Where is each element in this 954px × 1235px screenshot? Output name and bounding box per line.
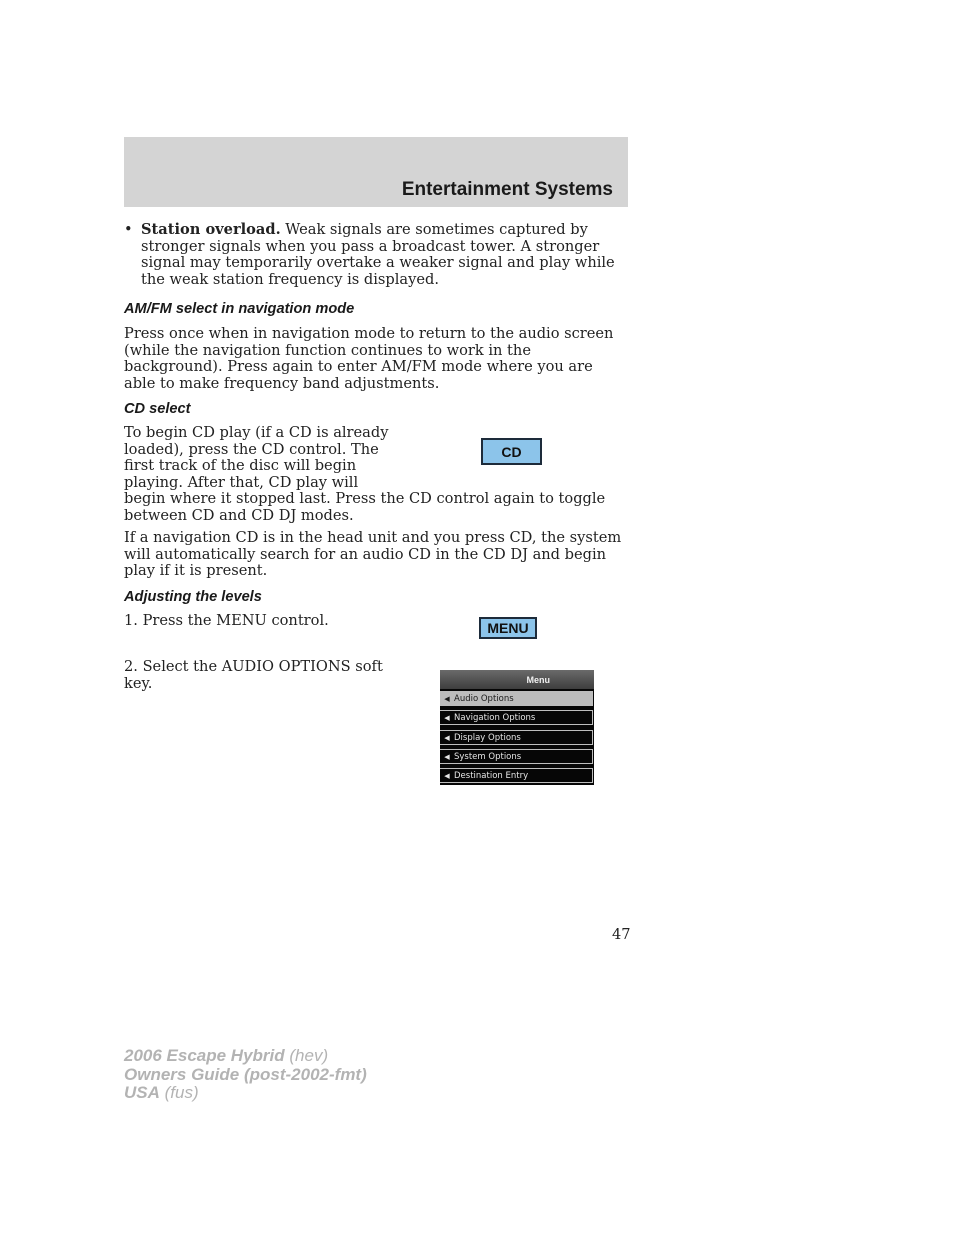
section-header-band <box>124 137 628 207</box>
cd-line-4: playing. After that, CD play will <box>124 473 359 491</box>
menu-item-label: Audio Options <box>454 693 514 704</box>
menu-item-label: Navigation Options <box>454 712 536 723</box>
heading-adjusting-levels: Adjusting the levels <box>124 589 262 605</box>
left-triangle-icon: ◀ <box>444 713 450 722</box>
left-triangle-icon: ◀ <box>444 733 450 742</box>
cd-button-illustration: CD <box>481 438 542 465</box>
paragraph-navigation-cd: If a navigation CD is in the head unit and you press CD, the system will automatically search for an audio CD in the CD DJ and begin play if it is present. <box>124 529 622 579</box>
footer-model: 2006 Escape Hybrid <box>124 1046 285 1065</box>
cd-line-2: loaded), press the CD control. The <box>124 440 379 458</box>
bullet-dot: • <box>124 221 133 238</box>
left-triangle-icon: ◀ <box>444 771 450 780</box>
menu-item-system-options <box>440 749 593 764</box>
menu-item-display-options <box>440 730 593 745</box>
menu-item-audio-options <box>440 691 593 706</box>
menu-item-destination-entry <box>440 768 593 783</box>
step-1: 1. Press the MENU control. <box>124 612 329 629</box>
menu-item-navigation-options <box>440 710 593 725</box>
footer-guide: Owners Guide (post-2002-fmt) <box>124 1064 367 1084</box>
cd-line-1: To begin CD play (if a CD is already <box>124 424 389 441</box>
footer-model-code: (hev) <box>284 1046 329 1065</box>
cd-continuation: begin where it stopped last. Press the CD control again to toggle between CD and CD DJ modes. <box>124 490 606 524</box>
heading-cd-select: CD select <box>124 401 191 417</box>
menu-item-label: System Options <box>454 751 522 762</box>
menu-screen-title: Menu <box>440 670 594 689</box>
footer-market: USA <box>124 1083 160 1102</box>
page-number: 47 <box>612 926 631 943</box>
step-2-line-1: 2. Select the AUDIO OPTIONS soft <box>124 658 383 675</box>
heading-amfm-select: AM/FM select in navigation mode <box>124 301 355 317</box>
menu-screen-illustration <box>440 670 594 785</box>
menu-item-label: Destination Entry <box>454 770 529 781</box>
menu-item-label: Display Options <box>454 732 521 743</box>
menu-button-illustration: MENU <box>479 617 537 639</box>
footer-market-code: (fus) <box>159 1083 199 1102</box>
footer-document-info <box>124 1047 367 1103</box>
section-title: Entertainment Systems <box>401 179 613 200</box>
bullet-lead: Station overload. <box>141 221 281 238</box>
paragraph-cd <box>124 425 628 524</box>
bullet-station-overload <box>124 222 628 288</box>
left-triangle-icon: ◀ <box>444 694 450 703</box>
cd-line-3: first track of the disc will begin <box>124 457 357 474</box>
left-triangle-icon: ◀ <box>444 752 450 761</box>
step-2-line-2: key. <box>124 674 153 692</box>
bullet-text: Weak signals are sometimes captured by stronger signals when you pass a broadcast tower. A stronger signal may temporarily overtake a weaker signal and play while the weak station frequency is displayed. <box>141 221 615 288</box>
paragraph-amfm: Press once when in navigation mode to return to the audio screen (while the navigation function continues to work in the background). Press again to enter AM/FM mode where you are able to make frequency band adjustments. <box>124 325 614 392</box>
